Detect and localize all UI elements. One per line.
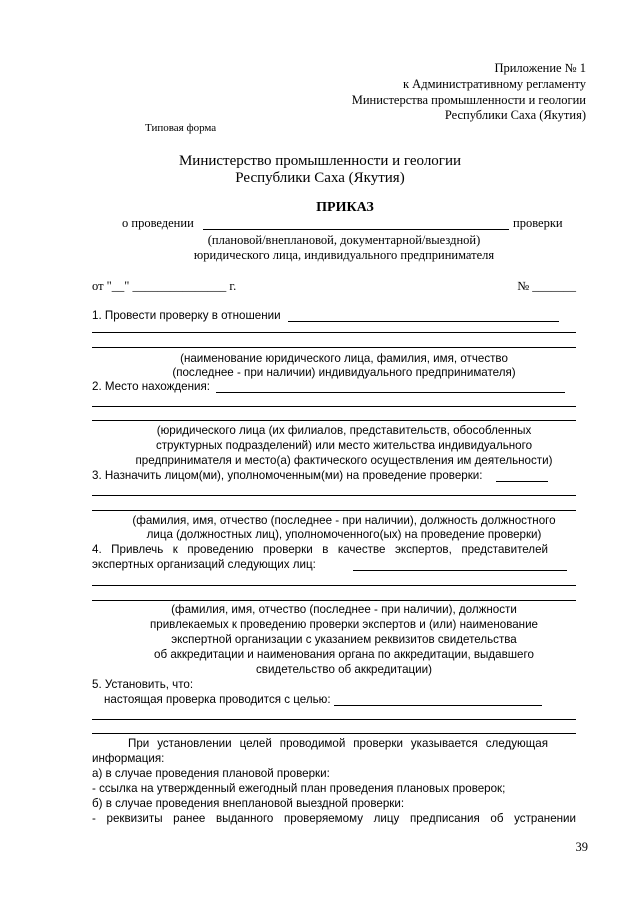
order-title: ПРИКАЗ: [316, 200, 374, 215]
subject-prefix: о проведении: [122, 216, 194, 230]
item-4-hint-1: (фамилия, имя, отчество (последнее - при наличии), должности: [171, 603, 517, 616]
item-4-line-1: 4. Привлечь к проведению проверки в качестве экспертов, представителей: [92, 543, 548, 556]
item-2-blank-line-1: [92, 406, 576, 407]
item-1-blank-line-1: [92, 332, 576, 333]
item-2-hint-3: предпринимателя и место(а) фактического осуществления им деятельности): [135, 454, 553, 467]
item-4-blank-line-1: [92, 585, 576, 586]
body-item-a: а) в случае проведения плановой проверки:: [92, 767, 330, 780]
item-2-hint-1: (юридического лица (их филиалов, представительств, обособленных: [156, 424, 532, 437]
item-1-blank-line-2: [92, 347, 576, 348]
body-paragraph-line-1: При установлении целей проводимой проверки указывается следующая: [128, 737, 548, 750]
subject-hint-1: (плановой/внеплановой, документарной/выездной): [207, 233, 481, 247]
body-item-a-detail: - ссылка на утвержденный ежегодный план проведения плановых проверок;: [92, 782, 506, 795]
item-3-hint-1: (фамилия, имя, отчество (последнее - при наличии), должность должностного: [132, 514, 556, 527]
item-3-hint-2: лица (должностных лиц), уполномоченного(ых) на проведение проверки): [146, 528, 542, 541]
item-3-blank-line-2: [92, 510, 576, 511]
page-number: 39: [575, 840, 588, 854]
item-4-hint-5: свидетельство об аккредитации): [256, 663, 432, 676]
item-1-label: 1. Провести проверку в отношении: [92, 309, 281, 322]
annex-line-2: к Административному регламенту: [402, 77, 586, 91]
subject-blank-line: [203, 229, 509, 230]
item-2-blank-line-2: [92, 420, 576, 421]
item-5-blank-line-2: [92, 733, 576, 734]
item-2-label: 2. Место нахождения:: [92, 380, 210, 393]
item-4-blank-line-2: [92, 600, 576, 601]
annex-line-1: Приложение № 1: [494, 61, 586, 75]
item-4-inline-line: [353, 570, 567, 571]
item-1-hint-1: (наименование юридического лица, фамилия, имя, отчество: [180, 352, 508, 365]
item-5-sub: настоящая проверка проводится с целью:: [104, 693, 331, 706]
item-1-inline-line: [288, 321, 559, 322]
annex-line-4: Республики Саха (Якутия): [444, 108, 586, 122]
subject-suffix: проверки: [513, 216, 563, 230]
item-3-inline-line: [496, 481, 548, 482]
body-item-b: б) в случае проведения внеплановой выездной проверки:: [92, 797, 405, 810]
item-2-inline-line: [216, 392, 565, 393]
subject-hint-2: юридического лица, индивидуального предпринимателя: [193, 248, 495, 262]
item-2-hint-2: структурных подразделений) или место жительства индивидуального: [155, 439, 533, 452]
body-item-b-detail: - реквизиты ранее выданного проверяемому лицу предписания об устранении: [92, 812, 576, 825]
order-number: № _______: [517, 279, 576, 293]
item-4-hint-4: об аккредитации и наименования органа по аккредитации, выдавшего: [154, 648, 534, 661]
item-3-label: 3. Назначить лицом(ми), уполномоченным(ми) на проведение проверки:: [92, 469, 483, 482]
item-5-label: 5. Установить, что:: [92, 678, 194, 691]
body-paragraph-line-2: информация:: [92, 752, 165, 765]
ministry-line-1: Министерство промышленности и геологии: [178, 153, 462, 169]
item-4-hint-2: привлекаемых к проведению проверки экспертов и (или) наименование: [149, 618, 539, 631]
annex-line-3: Министерства промышленности и геологии: [351, 93, 586, 107]
item-5-inline-line: [334, 705, 542, 706]
form-type-label: Типовая форма: [145, 122, 217, 134]
ministry-line-2: Республики Саха (Якутия): [235, 170, 405, 186]
item-4-line-2: экспертных организаций следующих лиц:: [92, 558, 316, 571]
item-5-blank-line-1: [92, 719, 576, 720]
item-4-hint-3: экспертной организации с указанием реквизитов свидетельства: [171, 633, 517, 646]
item-3-blank-line-1: [92, 495, 576, 496]
item-1-hint-2: (последнее - при наличии) индивидуального предпринимателя): [172, 366, 516, 379]
order-date: от "__" _______________ г.: [92, 279, 237, 293]
